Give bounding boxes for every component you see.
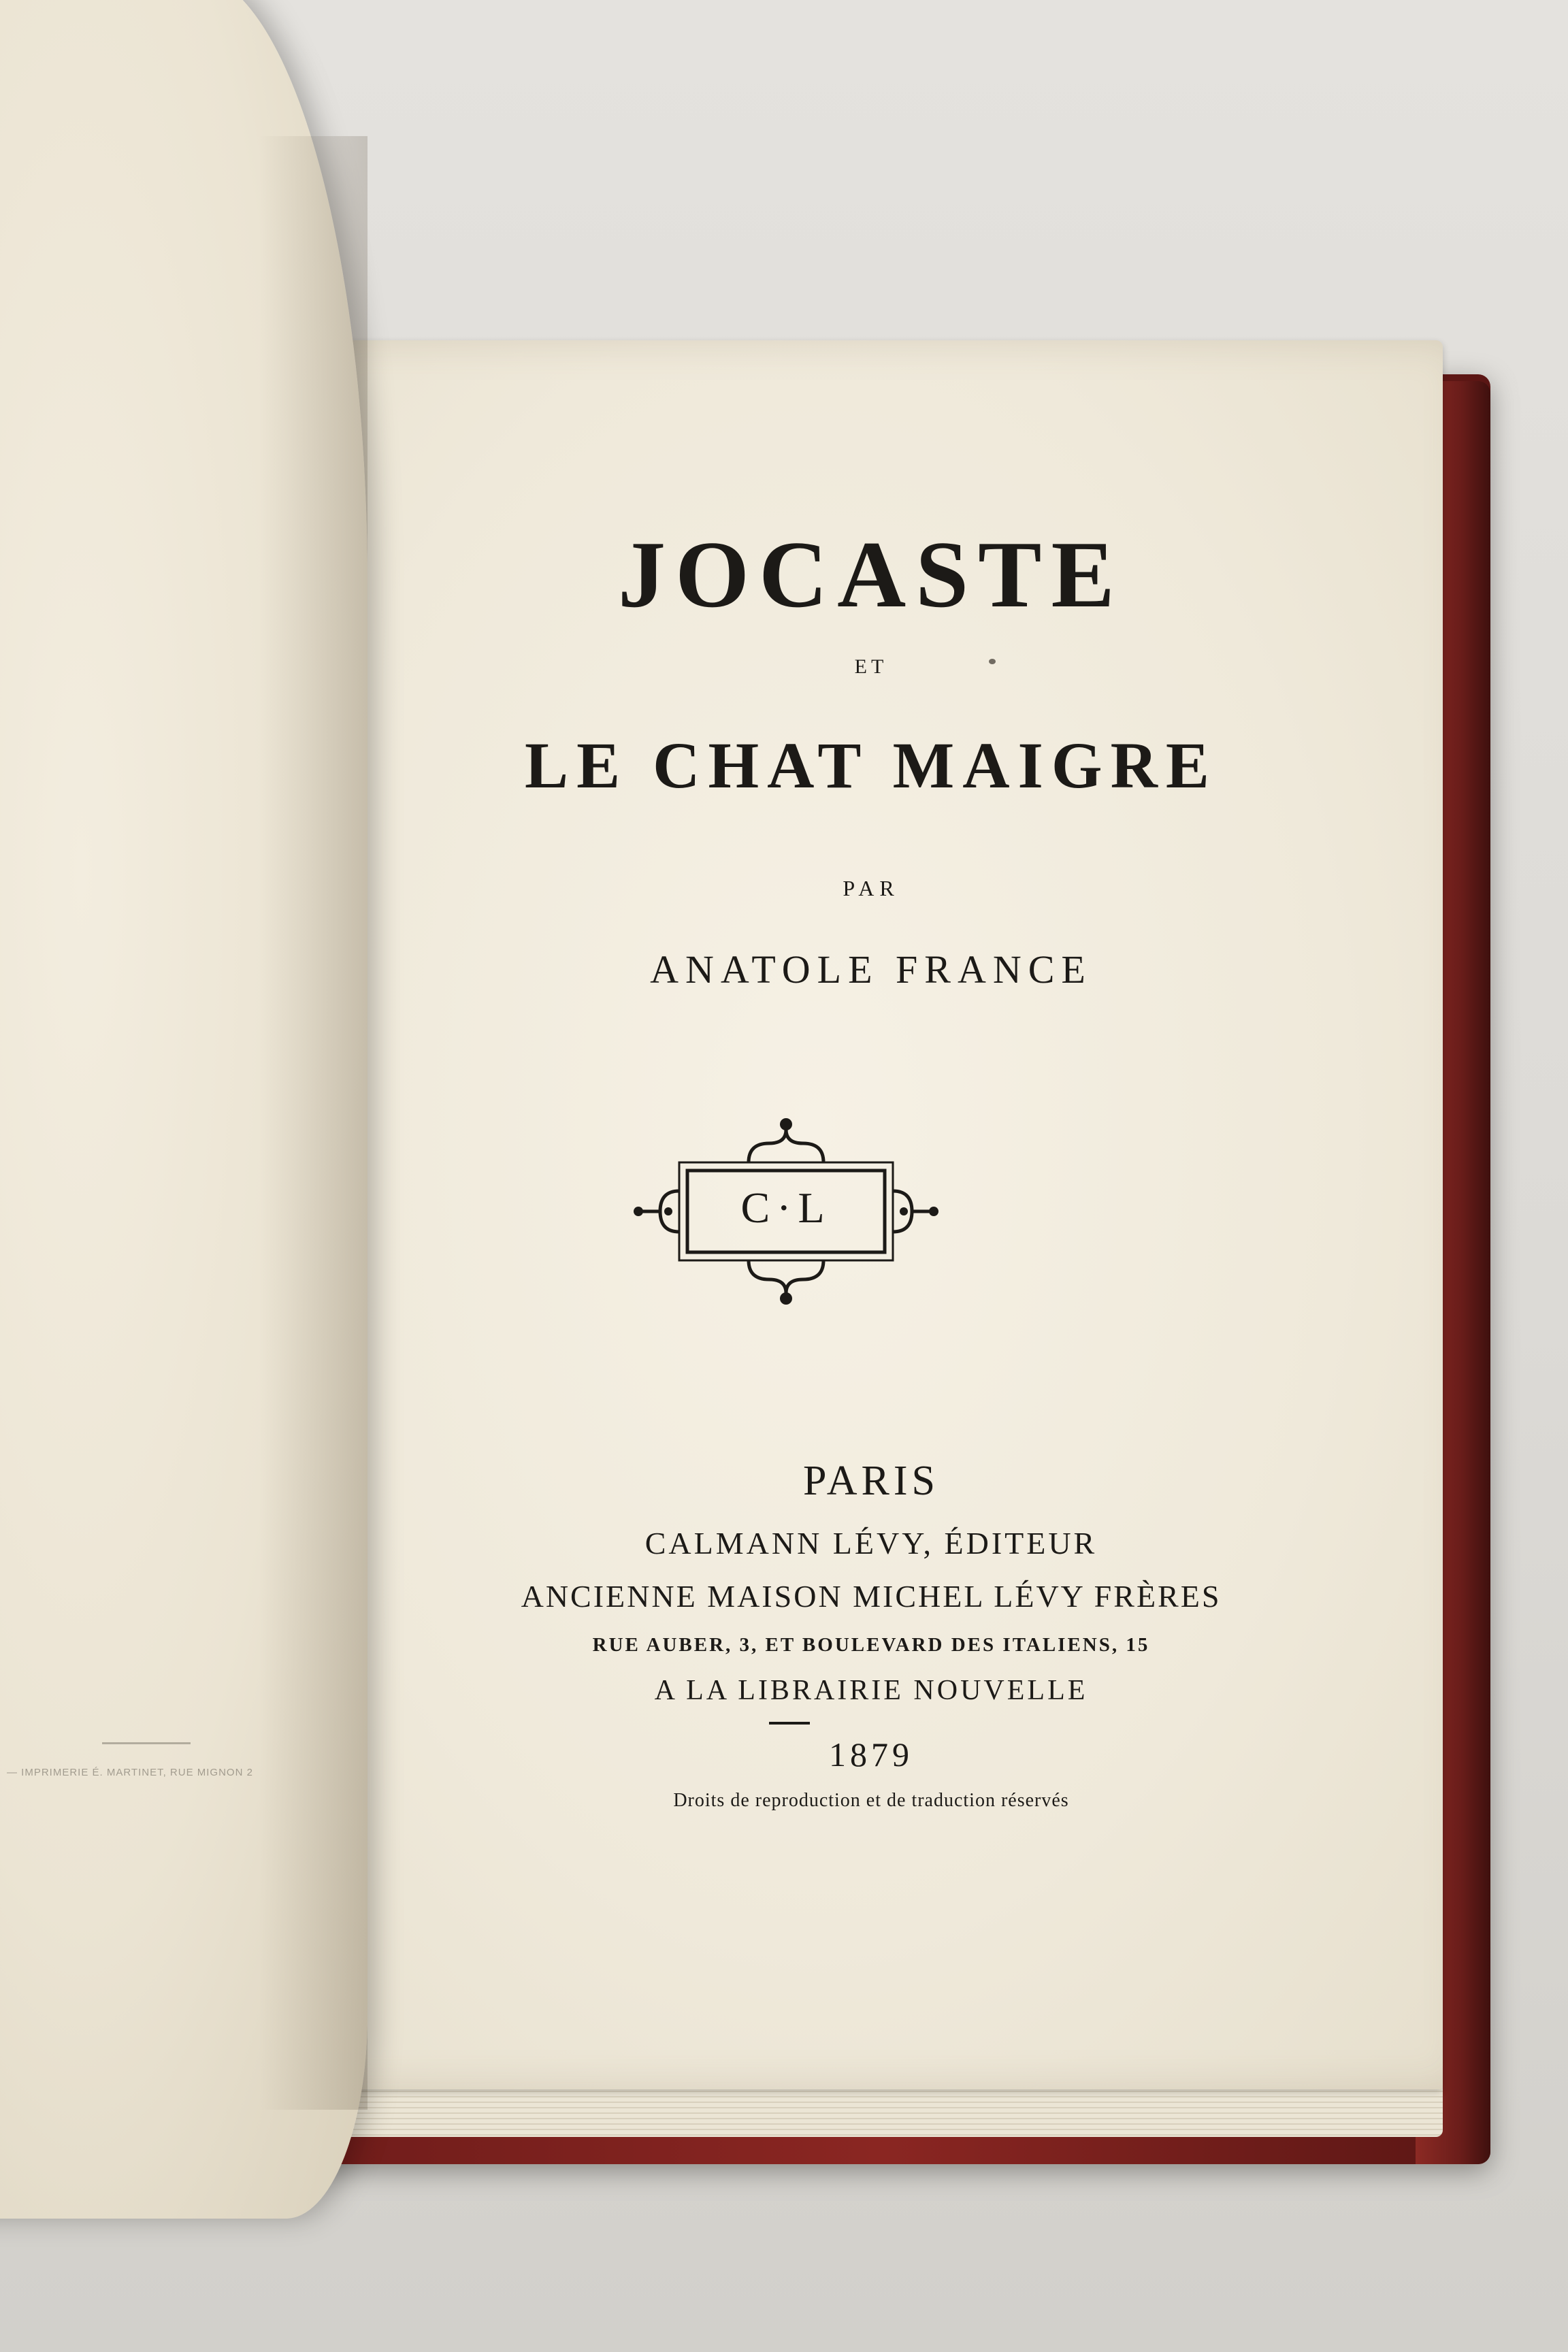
imprint-year: 1879 [829,1735,913,1774]
gutter-shadow [259,136,368,2110]
by-line: PAR [843,876,900,900]
imprint-rule [769,1722,810,1725]
book-subtitle: LE CHAT MAIGRE [525,729,1218,802]
book-title: JOCASTE [618,522,1124,627]
left-page-rule [102,1742,191,1744]
rights-notice: Droits de reproduction et de traduction réservés [673,1790,1069,1811]
author-name: ANATOLE FRANCE [650,947,1092,992]
imprint-city: PARIS [802,1458,940,1504]
printer-imprint: — IMPRIMERIE É. MARTINET, RUE MIGNON 2 [7,1767,253,1778]
imprint-address: RUE AUBER, 3, ET BOULEVARD DES ITALIENS, 15 [592,1634,1150,1656]
publisher-mark-initials: C·L [740,1183,832,1232]
imprint-former-house: ANCIENNE MAISON MICHEL LÉVY FRÈRES [521,1579,1222,1614]
imprint-publisher: CALMANN LÉVY, ÉDITEUR [644,1526,1098,1561]
imprint-bookshop: A LA LIBRAIRIE NOUVELLE [654,1675,1088,1706]
paper-speck [989,659,996,664]
title-conjunction: ET [854,655,888,678]
